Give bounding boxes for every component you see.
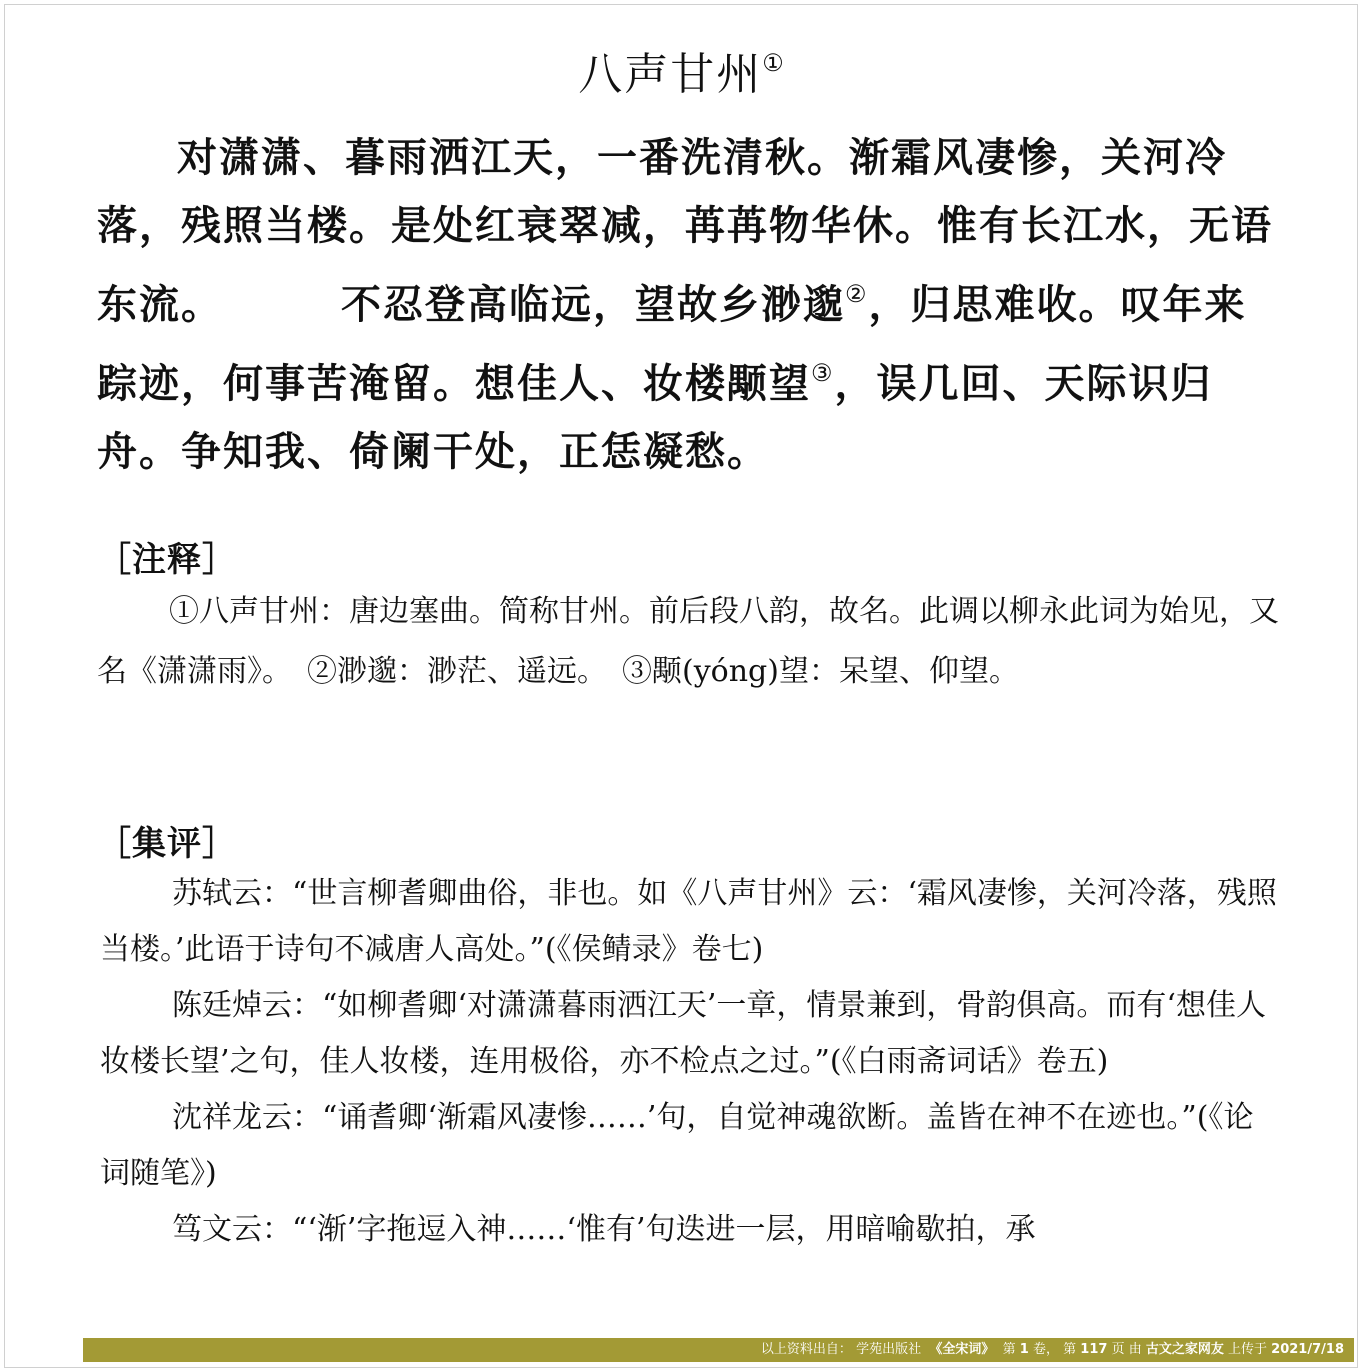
poem-text (97, 124, 1282, 486)
comment-item: 苏轼云：“世言柳耆卿曲俗，非也。如《八声甘州》云：‘霜风凄惨，关河冷落，残照当楼。’此语于诗句不减唐人高处。”(《侯鲭录》卷七) (100, 876, 1277, 967)
title-note-mark: ① (762, 49, 786, 77)
title-text: 八声甘州 (578, 49, 763, 100)
poem-part2c: ，误几回、天际识归舟。争知我、倚阑干处，正恁凝愁。 (97, 360, 1213, 475)
poem-part2a: 不忍登高临远，望故乡渺邈 (341, 281, 845, 328)
footer-book: 《全宋词》 (929, 1342, 995, 1357)
poem-title (0, 38, 1364, 102)
footer-uploader: 古文之家网友 (1145, 1342, 1224, 1357)
note-mark-2: ② (845, 280, 869, 308)
footer-page-unit: 页 由 (1111, 1342, 1142, 1357)
notes-section (97, 582, 1282, 702)
footer-date: 2021/7/18 (1271, 1342, 1344, 1357)
footer-upload-label: 上传于 (1228, 1342, 1268, 1357)
notes-text: ①八声甘州：唐边塞曲。简称甘州。前后段八韵，故名。此调以柳永此词为始见，又名《潇潇雨》。 ②渺邈：渺茫、遥远。 ③颙(yóng)望：呆望、仰望。 (97, 594, 1279, 689)
comments-heading: ［集评］ (97, 824, 237, 864)
comment-item: 沈祥龙云：“诵耆卿‘渐霜风凄惨……’句，自觉神魂欲断。盖皆在神不在迹也。”(《论词随笔》) (100, 1100, 1254, 1191)
note-mark-3: ③ (811, 359, 835, 387)
footer-page: 117 (1080, 1342, 1108, 1357)
source-footer (83, 1338, 1354, 1362)
comment-item: 陈廷焯云：“如柳耆卿‘对潇潇暮雨洒江天’一章，情景兼到，骨韵俱高。而有‘想佳人妆楼长望’之句，佳人妆楼，连用极俗，亦不检点之过。”(《白雨斋词话》卷五) (100, 988, 1266, 1079)
comments-section (100, 866, 1282, 1258)
footer-vol-label: 第 (1002, 1342, 1016, 1357)
footer-vol: 1 (1019, 1342, 1029, 1357)
footer-vol-unit: 卷， (1032, 1342, 1059, 1357)
comment-item: 笃文云：“‘渐’字拖逗入神……‘惟有’句迭进一层，用暗喻歇拍，承 (172, 1212, 1036, 1247)
poem-body (97, 124, 1282, 486)
notes-heading: ［注释］ (97, 540, 237, 580)
poem-part2b: ，归思难收。叹年来踪迹，何事苦淹留。想佳人、妆楼颙望 (97, 281, 1247, 407)
footer-page-label: 第 (1063, 1342, 1077, 1357)
footer-prefix: 以上资料出自： (760, 1342, 852, 1357)
footer-publisher: 学苑出版社 (856, 1342, 922, 1357)
poem-part1: 对潇潇、暮雨洒江天，一番洗清秋。渐霜风凄惨，关河冷落，残照当楼。是处红衰翠减，苒苒物华休。惟有长江水，无语东流。 (97, 134, 1273, 328)
